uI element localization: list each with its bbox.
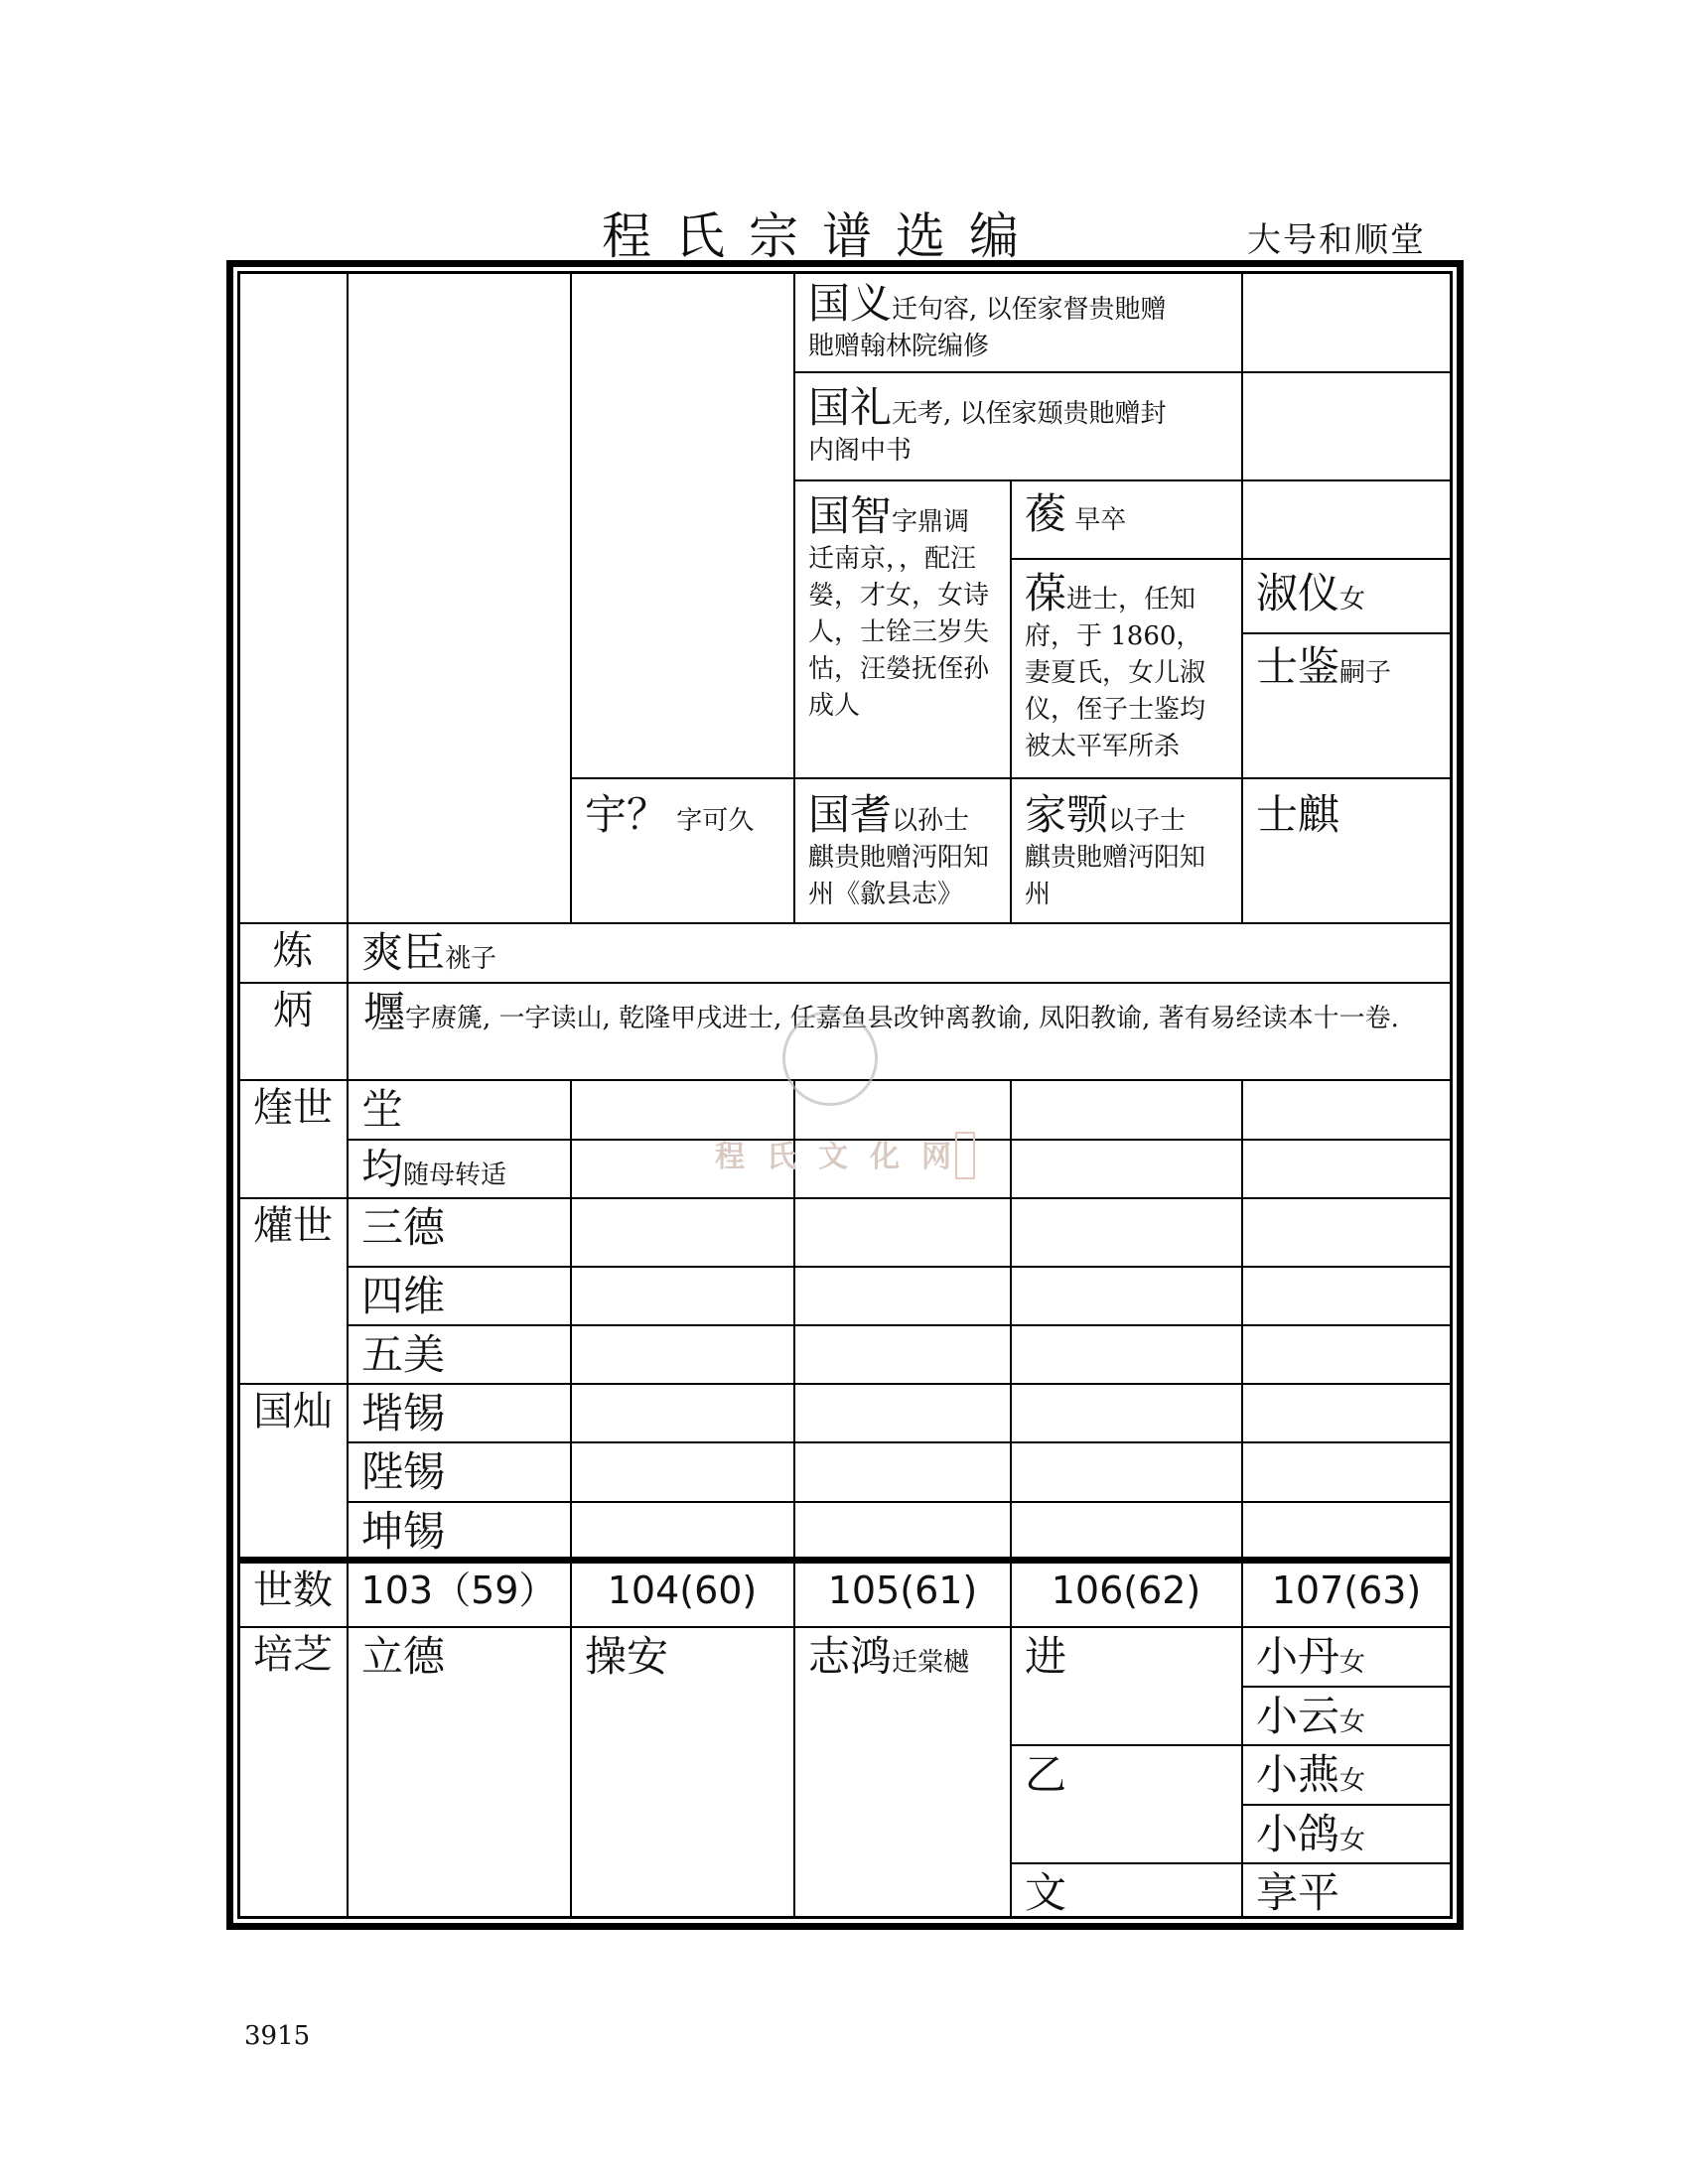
entry-guoyi-name: 国义	[808, 279, 893, 328]
entry-bao-note: 进士，任知	[1066, 585, 1196, 614]
col-divider-2-bottom	[570, 1080, 572, 1918]
entry-zhihong-name: 志鸿	[808, 1632, 893, 1681]
entry-shijian-note: 嗣子	[1339, 658, 1392, 688]
col-divider-4-bottom	[1010, 1080, 1012, 1918]
row-line-20	[1010, 1862, 1451, 1864]
row-line-2	[793, 479, 1451, 481]
col-divider-2-top	[570, 274, 572, 923]
entry-zhihong-note: 迁棠樾	[892, 1648, 970, 1678]
header-gen-105: 105(61)	[827, 1569, 978, 1612]
row-line-15	[347, 1501, 1451, 1503]
entry-shuyi-name: 淑仪	[1256, 569, 1340, 617]
entry-shijian	[1244, 639, 1449, 775]
entry-chan	[350, 985, 1449, 1078]
row-line-3	[1010, 558, 1451, 560]
entry-sande	[350, 1200, 568, 1265]
entry-jiae-note: 以子士	[1108, 806, 1187, 836]
entry-caoan-name: 操安	[585, 1632, 669, 1681]
entry-jiae-name: 家颚	[1025, 790, 1109, 839]
header-gen-104: 104(60)	[607, 1569, 758, 1612]
entry-yi-name: 乙	[1025, 1750, 1067, 1799]
entry-lide-name: 立德	[361, 1632, 446, 1681]
entry-jin-name: 进	[1025, 1632, 1067, 1681]
row-line-18	[1010, 1744, 1451, 1746]
entry-wen-name: 文	[1025, 1868, 1067, 1917]
col-divider-1	[347, 274, 349, 1918]
entry-jun2-name: 均	[361, 1145, 404, 1193]
gen-bing: 炳	[273, 988, 313, 1033]
entry-guozhi	[796, 488, 1009, 775]
entry-zhihong	[796, 1629, 1009, 1917]
entry-yu	[573, 787, 791, 920]
row-line-17	[1241, 1686, 1451, 1688]
entry-lide	[350, 1629, 568, 1917]
entry-kunxi	[350, 1504, 568, 1557]
entry-shiqi-name: 士麒	[1256, 790, 1340, 839]
entry-wumei	[350, 1327, 568, 1382]
entry-hengping-name: 享平	[1256, 1868, 1340, 1917]
entry-bao	[1013, 566, 1239, 775]
gen-peizhi: 培芝	[253, 1632, 333, 1678]
entry-bixi-name: 陛锡	[361, 1447, 446, 1496]
entry-jun-name: 葰	[1025, 489, 1067, 538]
row-line-13	[240, 1383, 1451, 1385]
gen-guocan: 国灿	[253, 1389, 333, 1434]
entry-bixi	[350, 1444, 568, 1500]
row-line-10	[240, 1197, 1451, 1199]
entry-xiaoyun-name: 小云	[1256, 1692, 1340, 1740]
hall-name: 大号和顺堂	[1247, 220, 1426, 260]
entry-xiaoyan	[1244, 1747, 1449, 1803]
entry-jiexi-name: 堦锡	[361, 1389, 446, 1437]
entry-yi	[1013, 1747, 1239, 1861]
row-line-7	[240, 982, 1451, 984]
entry-guoqi-note: 以孙士	[892, 806, 970, 836]
row-line-16	[240, 1626, 1451, 1628]
entry-guoli-note-cont: 内阁中书	[808, 436, 913, 466]
entry-chan-note: 字赓篪, 一字读山, 乾隆甲戌进士, 任嘉鱼县改钟离教谕, 凤阳教谕, 著有易经读本十一卷.	[405, 1004, 1399, 1033]
entry-siwei	[350, 1269, 568, 1323]
entry-caoan	[573, 1629, 791, 1917]
entry-guoqi-name: 国耆	[808, 790, 893, 839]
header-gen-107: 107(63)	[1271, 1569, 1422, 1612]
entry-guoli	[796, 380, 1239, 478]
entry-xiaoyan-name: 小燕	[1256, 1750, 1340, 1799]
gen-quanshi: 爟世	[253, 1203, 333, 1249]
entry-guozhi-note-cont: 迁南京，，配汪嫈，才女，女诗人，士铨三岁失怙，汪嫈抚侄孙成人	[808, 544, 990, 721]
entry-xiaoyun-note: 女	[1339, 1707, 1366, 1737]
entry-jun-note: 早卒	[1074, 505, 1127, 535]
row-line-19	[1241, 1804, 1451, 1806]
entry-jun	[1013, 486, 1239, 556]
entry-zuo	[350, 1082, 568, 1138]
entry-chan-name: 壥	[363, 988, 406, 1036]
entry-guoli-name: 国礼	[808, 383, 893, 432]
entry-jun2	[350, 1142, 568, 1196]
col-divider-4-upper	[1010, 480, 1012, 923]
entry-xiaoge	[1244, 1807, 1449, 1861]
row-line-4	[1241, 632, 1451, 634]
entry-kunxi-name: 坤锡	[361, 1507, 446, 1556]
entry-xiaoyun	[1244, 1689, 1449, 1743]
entry-guoqi	[796, 787, 1009, 920]
site-watermark: 程氏文化网	[715, 1140, 973, 1174]
section-divider	[240, 1557, 1451, 1564]
row-line-5	[570, 777, 1451, 779]
entry-guoyi	[796, 276, 1239, 369]
header-gen-103: 103（59）	[360, 1569, 557, 1612]
entry-xiaoge-name: 小鸽	[1256, 1810, 1340, 1858]
entry-yu-name: 宇？	[585, 790, 669, 839]
document-title: 程氏宗谱选编	[602, 207, 1043, 265]
header-shishu: 世数	[253, 1568, 333, 1613]
entry-shuangchen	[350, 925, 568, 981]
entry-xiaodan-name: 小丹	[1256, 1632, 1340, 1681]
row-line-6	[240, 922, 1451, 924]
entry-shuangchen-note: 祧子	[445, 944, 497, 974]
entry-hengping	[1244, 1865, 1449, 1917]
col-divider-3-bottom	[793, 1080, 795, 1918]
row-line-14	[347, 1441, 1451, 1443]
entry-shiqi	[1244, 787, 1449, 920]
entry-bao-note-cont: 府，于 1860，妻夏氏，女儿淑仪，侄子士鉴均被太平军所杀	[1025, 621, 1206, 761]
seal-watermark	[782, 1011, 878, 1106]
entry-shuangchen-name: 爽臣	[361, 928, 446, 977]
page-number: 3915	[244, 2021, 311, 2051]
entry-guozhi-note: 字鼎调	[892, 507, 970, 537]
entry-xiaodan	[1244, 1629, 1449, 1685]
gen-jinshi: 煃世	[253, 1085, 333, 1131]
watermark-stamp	[955, 1132, 975, 1179]
entry-guozhi-name: 国智	[808, 491, 893, 540]
gen-lian: 炼	[273, 928, 313, 974]
entry-jiae-note-cont: 麒贵貤赠沔阳知州	[1025, 843, 1206, 909]
entry-shuyi	[1244, 566, 1449, 630]
entry-zuo-name: 坣	[361, 1085, 404, 1134]
entry-sande-name: 三德	[361, 1203, 446, 1252]
entry-guoyi-note-cont: 貤赠翰林院编修	[808, 332, 990, 361]
entry-xiaoyan-note: 女	[1339, 1766, 1366, 1796]
row-line-1	[793, 371, 1451, 373]
row-line-11	[347, 1266, 1451, 1268]
row-line-12	[347, 1324, 1451, 1326]
entry-shuyi-note: 女	[1339, 585, 1366, 614]
entry-yu-note: 字可久	[676, 806, 755, 836]
entry-wumei-name: 五美	[361, 1330, 446, 1379]
entry-guoyi-note: 迁句容, 以侄家督贵貤赠	[892, 295, 1167, 325]
entry-shijian-name: 士鉴	[1256, 642, 1340, 691]
entry-jiae	[1013, 787, 1239, 920]
entry-jin	[1013, 1629, 1239, 1743]
entry-jun2-note: 随母转适	[403, 1160, 507, 1190]
entry-xiaodan-note: 女	[1339, 1648, 1366, 1678]
entry-guoqi-note-cont: 麒贵貤赠沔阳知州《歙县志》	[808, 843, 990, 909]
entry-xiaoge-note: 女	[1339, 1826, 1366, 1855]
entry-jiexi	[350, 1386, 568, 1440]
entry-bao-name: 葆	[1025, 569, 1067, 617]
entry-guoli-note: 无考, 以侄家颋贵貤赠封	[892, 399, 1167, 429]
header-gen-106: 106(62)	[1051, 1569, 1201, 1612]
entry-wen	[1013, 1865, 1239, 1917]
entry-siwei-name: 四维	[361, 1272, 446, 1320]
col-divider-5-bottom	[1241, 1080, 1243, 1918]
